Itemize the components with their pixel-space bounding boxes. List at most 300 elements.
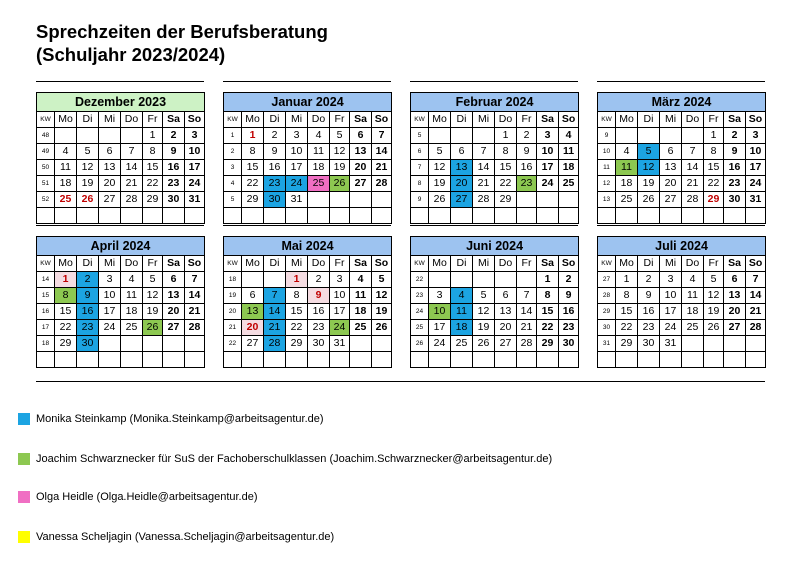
day-cell — [559, 208, 579, 224]
week-number: 4 — [224, 176, 242, 192]
day-cell: 4 — [308, 128, 330, 144]
weekday-header: Mo — [616, 112, 638, 128]
day-cell — [372, 192, 392, 208]
week-number — [411, 208, 429, 224]
day-cell — [77, 128, 99, 144]
day-cell: 4 — [55, 144, 77, 160]
weekday-header: Do — [308, 256, 330, 272]
month-title: Juli 2024 — [598, 237, 766, 256]
day-cell: 12 — [330, 144, 350, 160]
day-cell: 22 — [286, 320, 308, 336]
day-cell: 7 — [746, 272, 766, 288]
day-cell: 7 — [517, 288, 537, 304]
weekday-header: Do — [308, 112, 330, 128]
day-cell: 24 — [660, 320, 682, 336]
title-line-1: Sprechzeiten der Berufsberatung — [36, 21, 328, 42]
day-cell: 1 — [704, 128, 724, 144]
week-number: 31 — [598, 336, 616, 352]
weekday-header: Fr — [517, 112, 537, 128]
day-cell: 17 — [429, 320, 451, 336]
day-cell: 23 — [638, 320, 660, 336]
day-cell: 13 — [242, 304, 264, 320]
day-cell: 3 — [330, 272, 350, 288]
weekday-header: Sa — [724, 256, 746, 272]
day-cell: 23 — [724, 176, 746, 192]
day-cell: 2 — [559, 272, 579, 288]
day-cell: 24 — [429, 336, 451, 352]
day-cell — [163, 208, 185, 224]
legend-swatch-pink — [18, 491, 30, 503]
weekday-header: Sa — [350, 256, 372, 272]
legend-swatch-green — [18, 453, 30, 465]
day-cell: 17 — [185, 160, 205, 176]
day-cell: 9 — [517, 144, 537, 160]
day-cell: 26 — [330, 176, 350, 192]
day-cell — [330, 352, 350, 368]
day-cell — [143, 336, 163, 352]
day-cell — [724, 208, 746, 224]
legend-item-green — [18, 453, 552, 465]
kw-header: KW — [224, 112, 242, 128]
week-number: 25 — [411, 320, 429, 336]
weekday-header: Di — [264, 256, 286, 272]
day-cell: 5 — [638, 144, 660, 160]
day-cell — [451, 128, 473, 144]
day-cell: 30 — [308, 336, 330, 352]
weekday-header: Mi — [473, 256, 495, 272]
day-cell — [724, 352, 746, 368]
day-cell — [682, 336, 704, 352]
day-cell: 6 — [350, 128, 372, 144]
day-cell — [308, 192, 330, 208]
kw-header: KW — [37, 256, 55, 272]
day-cell: 19 — [473, 320, 495, 336]
day-cell — [372, 208, 392, 224]
day-cell — [451, 272, 473, 288]
weekday-header: So — [372, 112, 392, 128]
day-cell: 6 — [163, 272, 185, 288]
day-cell: 31 — [330, 336, 350, 352]
day-cell: 16 — [517, 160, 537, 176]
month-top-rule — [36, 81, 204, 82]
day-cell: 17 — [537, 160, 559, 176]
week-number: 21 — [224, 320, 242, 336]
day-cell: 1 — [242, 128, 264, 144]
day-cell — [537, 352, 559, 368]
day-cell: 26 — [429, 192, 451, 208]
day-cell: 26 — [473, 336, 495, 352]
day-cell — [429, 208, 451, 224]
day-cell: 26 — [704, 320, 724, 336]
day-cell: 15 — [55, 304, 77, 320]
day-cell: 22 — [242, 176, 264, 192]
day-cell: 16 — [264, 160, 286, 176]
week-number: 20 — [224, 304, 242, 320]
weekday-header: Mi — [660, 256, 682, 272]
week-number: 30 — [598, 320, 616, 336]
day-cell — [473, 208, 495, 224]
day-cell — [616, 128, 638, 144]
day-cell: 3 — [99, 272, 121, 288]
week-number: 27 — [598, 272, 616, 288]
day-cell: 6 — [724, 272, 746, 288]
day-cell: 12 — [77, 160, 99, 176]
weekday-header: So — [185, 112, 205, 128]
day-cell: 29 — [704, 192, 724, 208]
day-cell: 28 — [185, 320, 205, 336]
day-cell: 30 — [638, 336, 660, 352]
day-cell: 22 — [495, 176, 517, 192]
week-number: 18 — [37, 336, 55, 352]
month-title: Januar 2024 — [224, 93, 392, 112]
month-calendar — [36, 92, 205, 224]
day-cell: 4 — [350, 272, 372, 288]
day-cell: 1 — [537, 272, 559, 288]
day-cell: 1 — [616, 272, 638, 288]
month-title: Juni 2024 — [411, 237, 579, 256]
day-cell: 28 — [372, 176, 392, 192]
day-cell: 28 — [473, 192, 495, 208]
month-top-rule — [410, 81, 578, 82]
day-cell — [264, 352, 286, 368]
day-cell — [185, 208, 205, 224]
month-title: Februar 2024 — [411, 93, 579, 112]
day-cell — [660, 208, 682, 224]
day-cell: 23 — [163, 176, 185, 192]
day-cell: 17 — [330, 304, 350, 320]
day-cell — [429, 128, 451, 144]
day-cell: 15 — [242, 160, 264, 176]
day-cell: 19 — [372, 304, 392, 320]
weekday-header: Mo — [616, 256, 638, 272]
day-cell: 14 — [372, 144, 392, 160]
legend-text: Vanessa Scheljagin (Vanessa.Scheljagin@arbeitsagentur.de) — [36, 531, 335, 543]
day-cell: 8 — [242, 144, 264, 160]
day-cell: 27 — [99, 192, 121, 208]
day-cell: 12 — [429, 160, 451, 176]
day-cell — [746, 208, 766, 224]
day-cell — [264, 272, 286, 288]
day-cell — [242, 352, 264, 368]
day-cell — [559, 352, 579, 368]
day-cell — [143, 208, 163, 224]
week-number — [598, 208, 616, 224]
week-number: 9 — [411, 192, 429, 208]
day-cell: 3 — [286, 128, 308, 144]
week-number: 2 — [224, 144, 242, 160]
month-top-rule — [410, 225, 578, 226]
day-cell: 24 — [330, 320, 350, 336]
week-number: 11 — [598, 160, 616, 176]
day-cell: 22 — [616, 320, 638, 336]
day-cell — [350, 352, 372, 368]
week-number: 22 — [224, 336, 242, 352]
day-cell: 31 — [746, 192, 766, 208]
day-cell: 23 — [308, 320, 330, 336]
day-cell: 11 — [121, 288, 143, 304]
day-cell — [242, 208, 264, 224]
day-cell — [682, 128, 704, 144]
day-cell — [616, 352, 638, 368]
weekday-header: Di — [451, 112, 473, 128]
day-cell: 29 — [537, 336, 559, 352]
weekday-header: Fr — [330, 112, 350, 128]
day-cell: 27 — [242, 336, 264, 352]
day-cell: 29 — [55, 336, 77, 352]
week-number: 28 — [598, 288, 616, 304]
week-number: 48 — [37, 128, 55, 144]
day-cell: 20 — [350, 160, 372, 176]
month-title: März 2024 — [598, 93, 766, 112]
day-cell — [638, 128, 660, 144]
week-number — [37, 208, 55, 224]
day-cell: 9 — [308, 288, 330, 304]
day-cell: 20 — [451, 176, 473, 192]
week-number: 6 — [411, 144, 429, 160]
day-cell: 2 — [517, 128, 537, 144]
day-cell: 5 — [372, 272, 392, 288]
day-cell: 12 — [143, 288, 163, 304]
week-number: 13 — [598, 192, 616, 208]
day-cell — [99, 336, 121, 352]
day-cell — [330, 208, 350, 224]
day-cell — [704, 336, 724, 352]
day-cell — [99, 128, 121, 144]
day-cell — [559, 192, 579, 208]
weekday-header: Fr — [143, 256, 163, 272]
day-cell: 4 — [451, 288, 473, 304]
day-cell: 21 — [372, 160, 392, 176]
day-cell — [537, 192, 559, 208]
day-cell: 23 — [264, 176, 286, 192]
month-calendar — [410, 236, 579, 368]
weekday-header: So — [559, 112, 579, 128]
day-cell: 20 — [724, 304, 746, 320]
weekday-header: Do — [121, 112, 143, 128]
weekday-header: So — [746, 112, 766, 128]
weekday-header: Fr — [517, 256, 537, 272]
day-cell: 13 — [495, 304, 517, 320]
day-cell: 30 — [77, 336, 99, 352]
week-number — [598, 352, 616, 368]
week-number: 8 — [411, 176, 429, 192]
day-cell — [77, 208, 99, 224]
day-cell: 6 — [451, 144, 473, 160]
day-cell: 18 — [559, 160, 579, 176]
day-cell — [746, 352, 766, 368]
day-cell: 12 — [473, 304, 495, 320]
day-cell: 13 — [724, 288, 746, 304]
day-cell: 7 — [264, 288, 286, 304]
day-cell: 4 — [616, 144, 638, 160]
day-cell — [473, 128, 495, 144]
day-cell — [121, 352, 143, 368]
legend-divider — [36, 381, 765, 382]
month-title: Dezember 2023 — [37, 93, 205, 112]
day-cell: 24 — [286, 176, 308, 192]
day-cell: 9 — [77, 288, 99, 304]
day-cell: 24 — [746, 176, 766, 192]
day-cell: 15 — [495, 160, 517, 176]
week-number: 50 — [37, 160, 55, 176]
day-cell: 11 — [350, 288, 372, 304]
weekday-header: Mo — [242, 112, 264, 128]
day-cell: 29 — [143, 192, 163, 208]
day-cell: 29 — [286, 336, 308, 352]
day-cell: 25 — [350, 320, 372, 336]
day-cell: 26 — [77, 192, 99, 208]
day-cell — [616, 208, 638, 224]
week-number — [224, 352, 242, 368]
week-number: 3 — [224, 160, 242, 176]
day-cell: 14 — [121, 160, 143, 176]
day-cell — [517, 208, 537, 224]
day-cell — [350, 192, 372, 208]
day-cell — [746, 336, 766, 352]
day-cell — [185, 336, 205, 352]
day-cell: 7 — [682, 144, 704, 160]
day-cell: 27 — [495, 336, 517, 352]
week-number — [37, 352, 55, 368]
day-cell: 10 — [429, 304, 451, 320]
week-number: 29 — [598, 304, 616, 320]
weekday-header: Mo — [429, 112, 451, 128]
day-cell: 2 — [638, 272, 660, 288]
day-cell — [517, 352, 537, 368]
day-cell: 15 — [704, 160, 724, 176]
day-cell: 16 — [724, 160, 746, 176]
weekday-header: Do — [495, 112, 517, 128]
day-cell: 22 — [143, 176, 163, 192]
day-cell: 16 — [163, 160, 185, 176]
day-cell: 25 — [616, 192, 638, 208]
week-number: 10 — [598, 144, 616, 160]
day-cell: 25 — [121, 320, 143, 336]
day-cell: 8 — [616, 288, 638, 304]
day-cell: 4 — [121, 272, 143, 288]
day-cell: 18 — [121, 304, 143, 320]
day-cell: 21 — [682, 176, 704, 192]
weekday-header: Fr — [143, 112, 163, 128]
day-cell: 16 — [308, 304, 330, 320]
weekday-header: So — [559, 256, 579, 272]
day-cell: 8 — [537, 288, 559, 304]
day-cell: 13 — [163, 288, 185, 304]
month-calendar — [36, 236, 205, 368]
day-cell: 20 — [660, 176, 682, 192]
day-cell: 14 — [746, 288, 766, 304]
day-cell: 11 — [55, 160, 77, 176]
weekday-header: So — [372, 256, 392, 272]
weekday-header: Mi — [473, 112, 495, 128]
weekday-header: Fr — [704, 256, 724, 272]
day-cell: 3 — [746, 128, 766, 144]
day-cell: 28 — [682, 192, 704, 208]
day-cell: 13 — [99, 160, 121, 176]
weekday-header: Mo — [55, 112, 77, 128]
weekday-header: Sa — [350, 112, 372, 128]
weekday-header: Mi — [286, 256, 308, 272]
day-cell — [286, 208, 308, 224]
week-number: 24 — [411, 304, 429, 320]
day-cell: 5 — [77, 144, 99, 160]
weekday-header: Sa — [537, 256, 559, 272]
day-cell — [286, 352, 308, 368]
day-cell: 28 — [121, 192, 143, 208]
day-cell: 2 — [264, 128, 286, 144]
day-cell — [330, 192, 350, 208]
day-cell: 21 — [473, 176, 495, 192]
day-cell — [429, 352, 451, 368]
legend-item-yellow — [18, 531, 334, 543]
weekday-header: Do — [682, 112, 704, 128]
day-cell: 14 — [682, 160, 704, 176]
weekday-header: Do — [682, 256, 704, 272]
day-cell: 30 — [559, 336, 579, 352]
day-cell: 21 — [746, 304, 766, 320]
legend-text: Joachim Schwarznecker für SuS der Fachoberschulklassen (Joachim.Schwarznecker@arbeitsagentur.de) — [36, 453, 553, 465]
day-cell: 14 — [517, 304, 537, 320]
day-cell: 20 — [163, 304, 185, 320]
day-cell: 8 — [55, 288, 77, 304]
month-calendar — [410, 92, 579, 224]
day-cell: 18 — [682, 304, 704, 320]
day-cell — [121, 336, 143, 352]
day-cell: 1 — [143, 128, 163, 144]
day-cell: 26 — [372, 320, 392, 336]
day-cell: 1 — [286, 272, 308, 288]
day-cell: 8 — [704, 144, 724, 160]
day-cell: 27 — [163, 320, 185, 336]
day-cell: 1 — [495, 128, 517, 144]
day-cell: 17 — [660, 304, 682, 320]
day-cell: 31 — [286, 192, 308, 208]
day-cell: 31 — [660, 336, 682, 352]
day-cell: 8 — [495, 144, 517, 160]
day-cell: 20 — [99, 176, 121, 192]
day-cell: 28 — [517, 336, 537, 352]
weekday-header: Di — [77, 112, 99, 128]
kw-header: KW — [411, 112, 429, 128]
month-calendar — [597, 92, 766, 224]
weekday-header: Mi — [286, 112, 308, 128]
weekday-header: Mo — [242, 256, 264, 272]
day-cell — [242, 272, 264, 288]
day-cell: 11 — [308, 144, 330, 160]
day-cell — [121, 128, 143, 144]
month-calendar — [223, 236, 392, 368]
day-cell: 2 — [163, 128, 185, 144]
day-cell: 22 — [55, 320, 77, 336]
day-cell: 5 — [473, 288, 495, 304]
day-cell: 17 — [286, 160, 308, 176]
title-line-2: (Schuljahr 2023/2024) — [36, 44, 226, 65]
day-cell: 19 — [638, 176, 660, 192]
day-cell: 30 — [163, 192, 185, 208]
weekday-header: Mi — [660, 112, 682, 128]
week-number: 1 — [224, 128, 242, 144]
day-cell: 27 — [724, 320, 746, 336]
week-number: 23 — [411, 288, 429, 304]
day-cell: 2 — [724, 128, 746, 144]
day-cell: 14 — [473, 160, 495, 176]
day-cell: 10 — [99, 288, 121, 304]
weekday-header: Mi — [99, 112, 121, 128]
day-cell: 2 — [77, 272, 99, 288]
day-cell: 21 — [517, 320, 537, 336]
day-cell: 13 — [350, 144, 372, 160]
day-cell — [99, 208, 121, 224]
